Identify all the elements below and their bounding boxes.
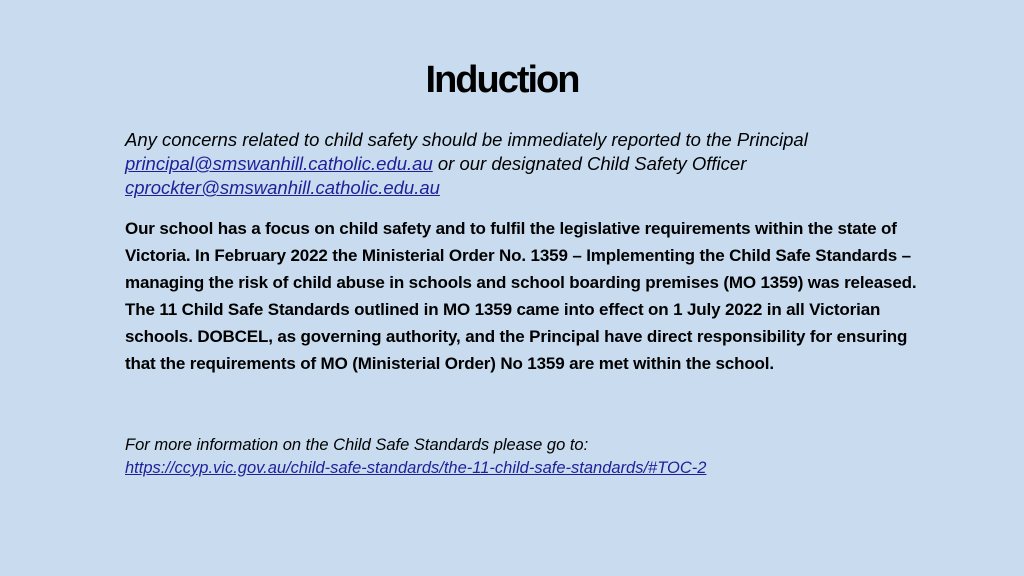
more-info-paragraph — [125, 434, 945, 480]
concerns-intro: Any concerns related to child safety should be immediately reported to the Principal — [125, 129, 808, 150]
concerns-middle: or our designated Child Safety Officer — [437, 153, 747, 174]
child-safe-standards-link[interactable]: https://ccyp.vic.gov.au/child-safe-standards/the-11-child-safe-standards/#TOC-2 — [125, 459, 707, 477]
officer-email-link[interactable]: cprockter@smswanhill.catholic.edu.au — [125, 177, 440, 198]
concerns-paragraph — [125, 128, 945, 200]
principal-email-link[interactable]: principal@smswanhill.catholic.edu.au — [125, 153, 433, 174]
more-info-label: For more information on the Child Safe Standards please go to: — [125, 436, 589, 454]
child-safety-paragraph: Our school has a focus on child safety and to fulfil the legislative requirements within the state of Victoria. In February 2022 the Ministerial Order No. 1359 – Implementing the Child Safe Standards – managing the risk of child abuse in schools and school boarding premises (MO 1359) was released. The 11 Child Safe Standards outlined in MO 1359 came into effect on 1 July 2022 in all Victorian schools. DOBCEL, as governing authority, and the Principal have direct responsibility for ensuring that the requirements of MO (Ministerial Order) No 1359 are met within the school. — [125, 219, 917, 373]
page-title: Induction — [425, 59, 579, 101]
